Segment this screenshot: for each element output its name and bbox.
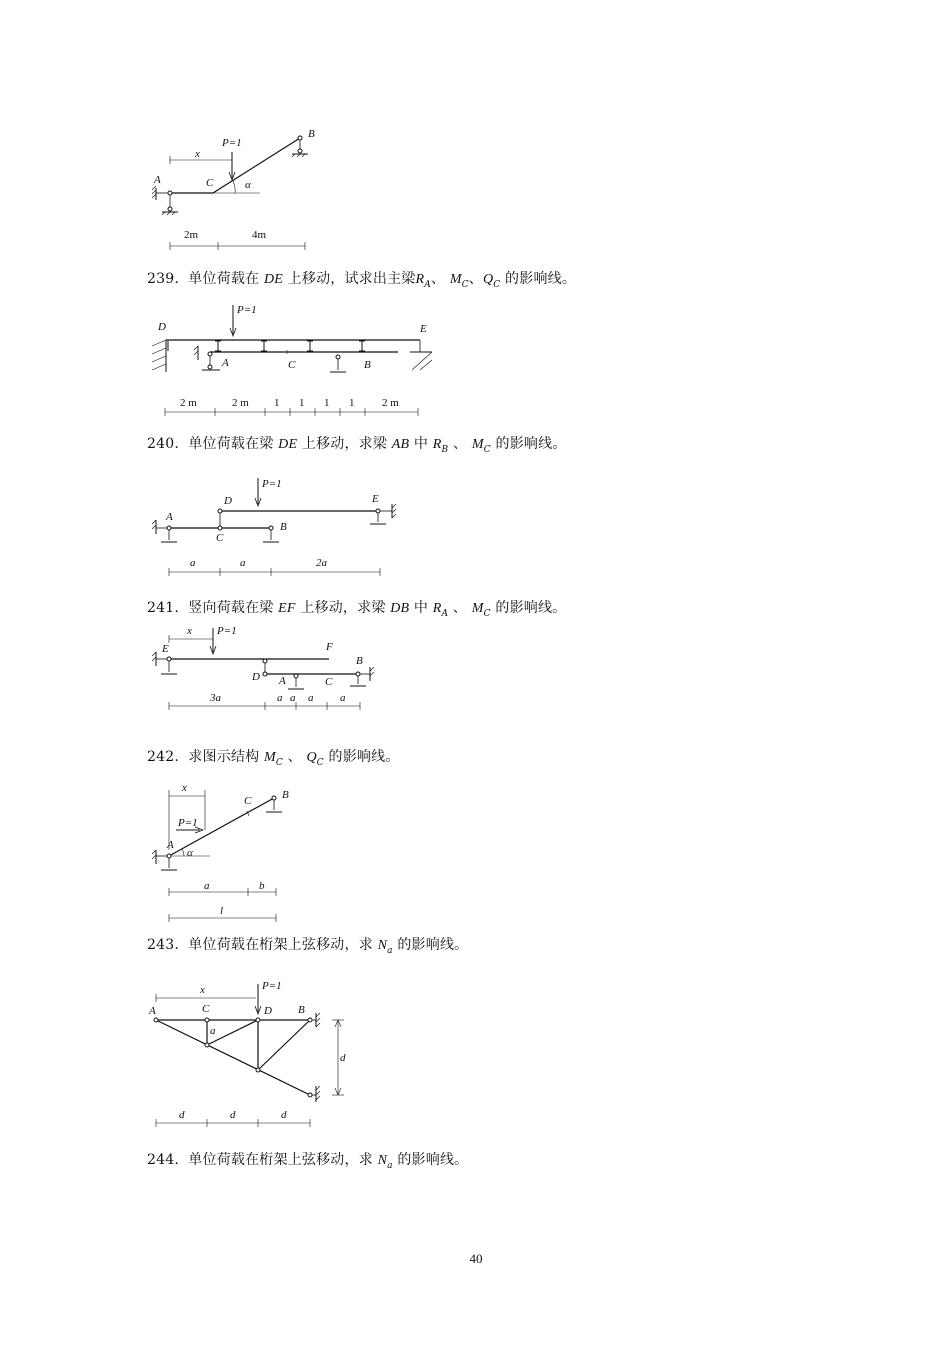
fig3-dim-3: 2a (316, 557, 327, 569)
fig6-label-a: A (149, 1005, 156, 1017)
fig4-label-x: x (187, 625, 192, 637)
fig6-dim-3: d (281, 1109, 287, 1121)
fig2-label-c: C (288, 359, 296, 371)
fig2-dim-5: 1 (324, 397, 330, 409)
fig2-label-b: B (364, 359, 371, 371)
fig5-label-x: x (182, 782, 187, 794)
figure-240-beam (140, 470, 420, 580)
fig6-label-height-d: d (340, 1052, 346, 1064)
fig4-dim-3: a (290, 692, 296, 704)
fig1-label-b: B (308, 128, 315, 140)
fig5-label-p: P=1 (178, 817, 198, 829)
fig4-label-f: F (326, 641, 333, 653)
fig5-dim-b: b (259, 880, 265, 892)
fig3-dim-2: a (240, 557, 246, 569)
fig1-dim-2: 4m (252, 229, 267, 241)
problem-241: 241. 竖向荷载在梁 EF 上移动，求梁 DB 中 $R_A$ 、 $M_C$ 的影响线。 (147, 600, 567, 619)
fig2-dim-2: 2 m (232, 397, 249, 409)
fig4-label-c: C (325, 676, 333, 688)
fig4-dim-1: 3a (210, 692, 221, 704)
fig2-dim-7: 2 m (382, 397, 399, 409)
figure-239-beam (140, 300, 460, 425)
fig5-label-b: B (282, 789, 289, 801)
fig4-label-p: P=1 (217, 625, 237, 637)
fig3-label-p: P=1 (262, 478, 282, 490)
fig5-dim-l: l (220, 905, 224, 917)
fig6-label-b: B (298, 1004, 305, 1016)
fig6-label-c: C (202, 1003, 210, 1015)
fig5-label-c: C (244, 795, 252, 807)
fig5-label-alpha: α (187, 847, 193, 859)
figure-inclined-beam (140, 120, 340, 260)
fig2-label-e: E (420, 323, 427, 335)
fig1-label-a: A (154, 174, 161, 186)
page-number: 40 (469, 1251, 483, 1266)
fig4-label-d: D (252, 671, 260, 683)
fig5-dim-a: a (204, 880, 210, 892)
fig4-dim-4: a (308, 692, 314, 704)
problem-244: 244. 单位荷载在桁架上弦移动，求 $N_a$ 的影响线。 (147, 1152, 469, 1171)
fig1-label-c: C (206, 177, 214, 189)
fig4-dim-2: a (277, 692, 283, 704)
fig2-dim-3: 1 (274, 397, 280, 409)
fig6-label-d: D (264, 1005, 272, 1017)
fig4-label-b: B (356, 655, 363, 667)
fig6-dim-2: d (230, 1109, 236, 1121)
fig1-label-alpha: α (245, 179, 251, 191)
problem-242: 242. 求图示结构 $M_C$ 、 $Q_C$ 的影响线。 (147, 749, 400, 768)
fig2-dim-4: 1 (299, 397, 305, 409)
problem-239: 239. 单位荷载在 DE 上移动，试求出主梁$R_A$、 $M_C$、$Q_C$ 的影响线。 (147, 271, 577, 290)
fig3-label-d: D (224, 495, 232, 507)
fig6-dim-1: d (179, 1109, 185, 1121)
fig6-label-p: P=1 (262, 980, 282, 992)
fig2-label-d: D (158, 321, 166, 333)
fig3-dim-1: a (190, 557, 196, 569)
fig4-label-a: A (279, 675, 286, 687)
fig1-label-p: P=1 (222, 137, 242, 149)
problem-243: 243. 单位荷载在桁架上弦移动，求 $N_a$ 的影响线。 (147, 937, 469, 956)
fig4-dim-5: a (340, 692, 346, 704)
fig2-label-a: A (222, 357, 229, 369)
figure-243-truss (140, 970, 370, 1135)
problem-240: 240. 单位荷载在梁 DE 上移动，求梁 AB 中 $R_B$ 、 $M_C$ 的影响线。 (147, 436, 567, 455)
figure-241-beam (140, 620, 400, 720)
figure-242-inclined (140, 778, 320, 928)
fig1-label-x: x (195, 148, 200, 160)
fig6-label-x: x (200, 984, 205, 996)
fig5-label-a: A (167, 839, 174, 851)
fig6-label-member-a: a (210, 1025, 216, 1037)
fig2-dim-1: 2 m (180, 397, 197, 409)
fig3-label-a: A (166, 511, 173, 523)
fig2-label-p: P=1 (237, 304, 257, 316)
fig2-dim-6: 1 (349, 397, 355, 409)
fig1-dim-1: 2m (184, 229, 199, 241)
fig3-label-e: E (372, 493, 379, 505)
fig4-label-e: E (162, 643, 169, 655)
fig3-label-b: B (280, 521, 287, 533)
fig3-label-c: C (216, 532, 224, 544)
